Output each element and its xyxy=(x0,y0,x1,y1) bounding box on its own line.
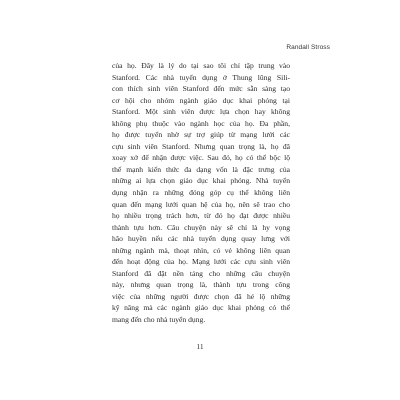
page-number: 11 xyxy=(196,342,204,351)
text-line: đến hoạt động của họ. Mạng lưới các cựu sinh viên xyxy=(112,257,290,267)
body-paragraph xyxy=(112,60,290,326)
text-line: dụng nhận ra những đóng góp cụ thể không liên xyxy=(112,188,290,198)
running-head-author: Randall Stross xyxy=(286,44,330,51)
text-line: này, nhưng quan trọng là, thành tựu trong công xyxy=(112,280,290,290)
text-line: cựu sinh viên Stanford. Nhưng quan trọng là, họ đã xyxy=(112,141,290,151)
text-line: cơ hội cho nhóm ngành giáo dục khai phóng tại xyxy=(112,95,290,105)
text-line: của họ. Đây là lý do tại sao tôi chỉ tập trung vào xyxy=(112,61,290,70)
text-line: hão huyền nếu các nhà tuyển dụng quay lưng với xyxy=(112,234,290,244)
text-line: con thích sinh viên Stanford đến mức sẵn sàng tạo xyxy=(112,84,290,94)
text-line: Stanford. Các nhà tuyển dụng ở Thung lũng Sili- xyxy=(112,72,290,82)
text-line: họ được tuyển nhờ sự trợ giúp từ mạng lưới các xyxy=(112,130,290,140)
text-line: thành tựu hơn. Câu chuyện này sẽ chỉ là hy vọng xyxy=(112,222,290,232)
text-line: kỹ năng mà các ngành giáo dục khai phóng có thể xyxy=(112,303,290,313)
text-line: những ai lựa chọn giáo dục khai phóng. Nhà tuyển xyxy=(112,176,290,186)
text-line: Stanford đã đặt nền tảng cho những câu chuyện xyxy=(112,268,290,278)
text-line: mang đến cho nhà tuyển dụng. xyxy=(112,315,206,325)
text-line: quan đến mạng lưới quan hệ của họ, nên sẽ trao cho xyxy=(112,199,290,209)
text-line: việc của những người được chọn đã hé lộ những xyxy=(112,291,290,301)
text-line: họ nhiều trọng trách hơn, từ đó họ đạt được nhiều xyxy=(112,211,290,221)
text-line: Stanford. Một sinh viên được lựa chọn hay không xyxy=(112,107,290,117)
text-line: những ngành mà, thoạt nhìn, có vẻ không liên quan xyxy=(112,245,290,255)
text-line: xoay xở để nhận được việc. Sau đó, họ có thể bộc lộ xyxy=(112,153,290,163)
text-line: thế mạnh kiến thức đa dạng vốn là đặc trưng của xyxy=(112,164,290,174)
text-line: không phụ thuộc vào ngành học của họ. Đa phần, xyxy=(112,118,290,128)
